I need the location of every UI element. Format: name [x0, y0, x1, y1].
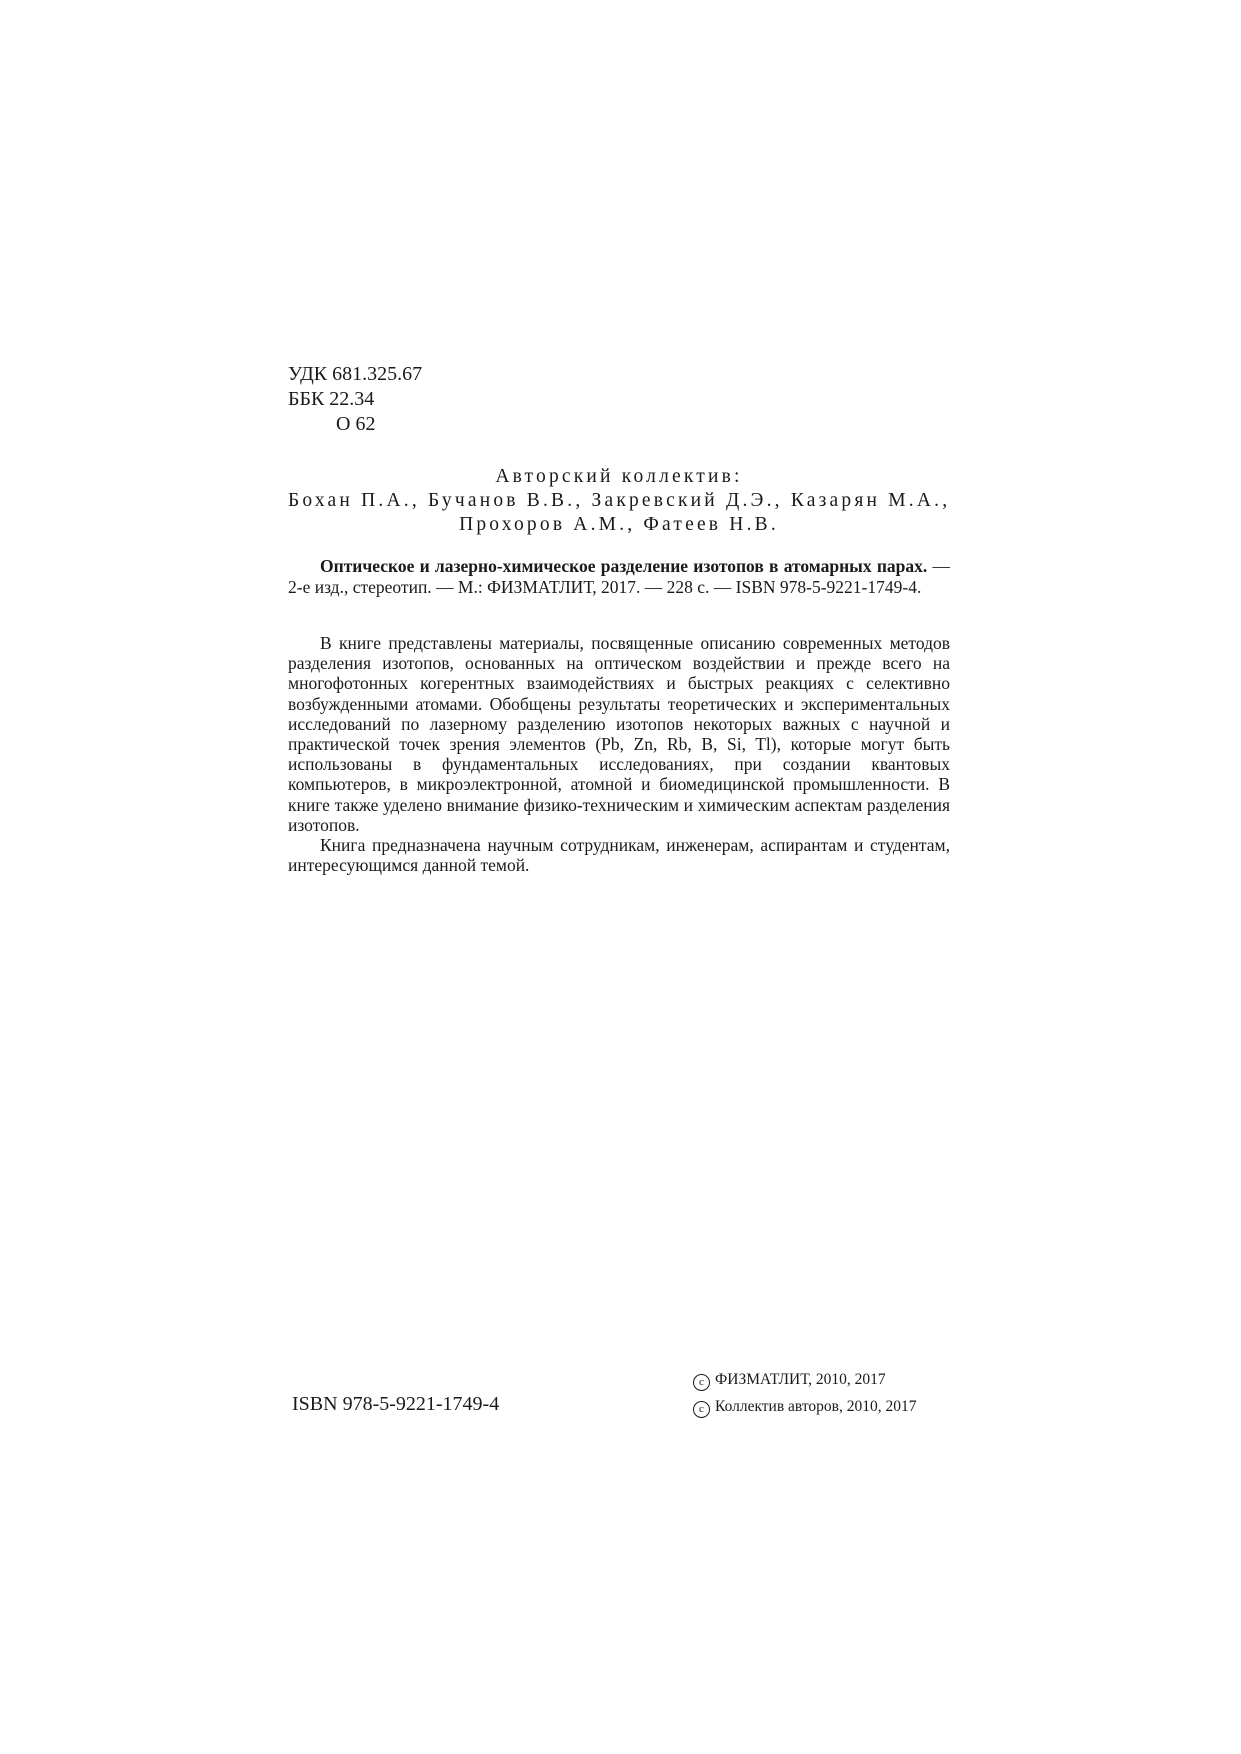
annotation-paragraph: Книга предназначена научным сотрудникам, инженерам, аспирантам и студентам, интересующимся данной темой.	[288, 835, 950, 876]
udk-code: УДК 681.325.67	[288, 363, 423, 385]
authors-line-2: Прохоров А.М., Фатеев Н.В.	[459, 514, 779, 535]
copyright-publisher	[693, 1366, 917, 1393]
copyright-block	[693, 1366, 917, 1420]
classification-block	[288, 362, 422, 437]
isbn: ISBN 978-5-9221-1749-4	[292, 1393, 500, 1415]
copyright-authors-text: Коллектив авторов, 2010, 2017	[715, 1398, 917, 1415]
copyright-authors	[693, 1393, 917, 1420]
authors-block	[288, 465, 950, 537]
copyright-icon: c	[693, 1401, 710, 1418]
copyright-publisher-text: ФИЗМАТЛИТ, 2010, 2017	[715, 1371, 886, 1388]
annotation	[288, 633, 950, 875]
publication-details: — 2-е изд., стереотип. — М.: ФИЗМАТЛИТ, 2017. — 228 с. — ISBN 978-5-9221-1749-4.	[288, 556, 950, 597]
bibliographic-record	[288, 556, 950, 598]
annotation-paragraph: В книге представлены материалы, посвященные описанию современных методов разделения изотопов, основанных на оптическом воздействии и прежде всего на многофотонных когерентных взаимодействиях и быстрых реакциях с селективно возбужденными атомами. Обобщены результаты теоретических и экспериментальных исследований по лазерному разделению изотопов некоторых важных с научной и практической точек зрения элементов (Pb, Zn, Rb, B, Si, Tl), которые могут быть использованы в фундаментальных исследованиях, при создании квантовых компьютеров, в микроэлектронной, атомной и биомедицинской промышленности. В книге также уделено внимание физико-техническим и химическим аспектам разделения изотопов.	[288, 633, 950, 835]
authors-line-1: Бохан П.А., Бучанов В.В., Закревский Д.Э., Казарян М.А.,	[288, 490, 951, 511]
author-sign: О 62	[336, 413, 376, 435]
bbk-code: ББК 22.34	[288, 388, 375, 410]
copyright-icon: c	[693, 1374, 710, 1391]
authors-heading: Авторский коллектив:	[495, 466, 743, 487]
book-title: Оптическое и лазерно-химическое разделение изотопов в атомарных парах.	[320, 556, 928, 576]
